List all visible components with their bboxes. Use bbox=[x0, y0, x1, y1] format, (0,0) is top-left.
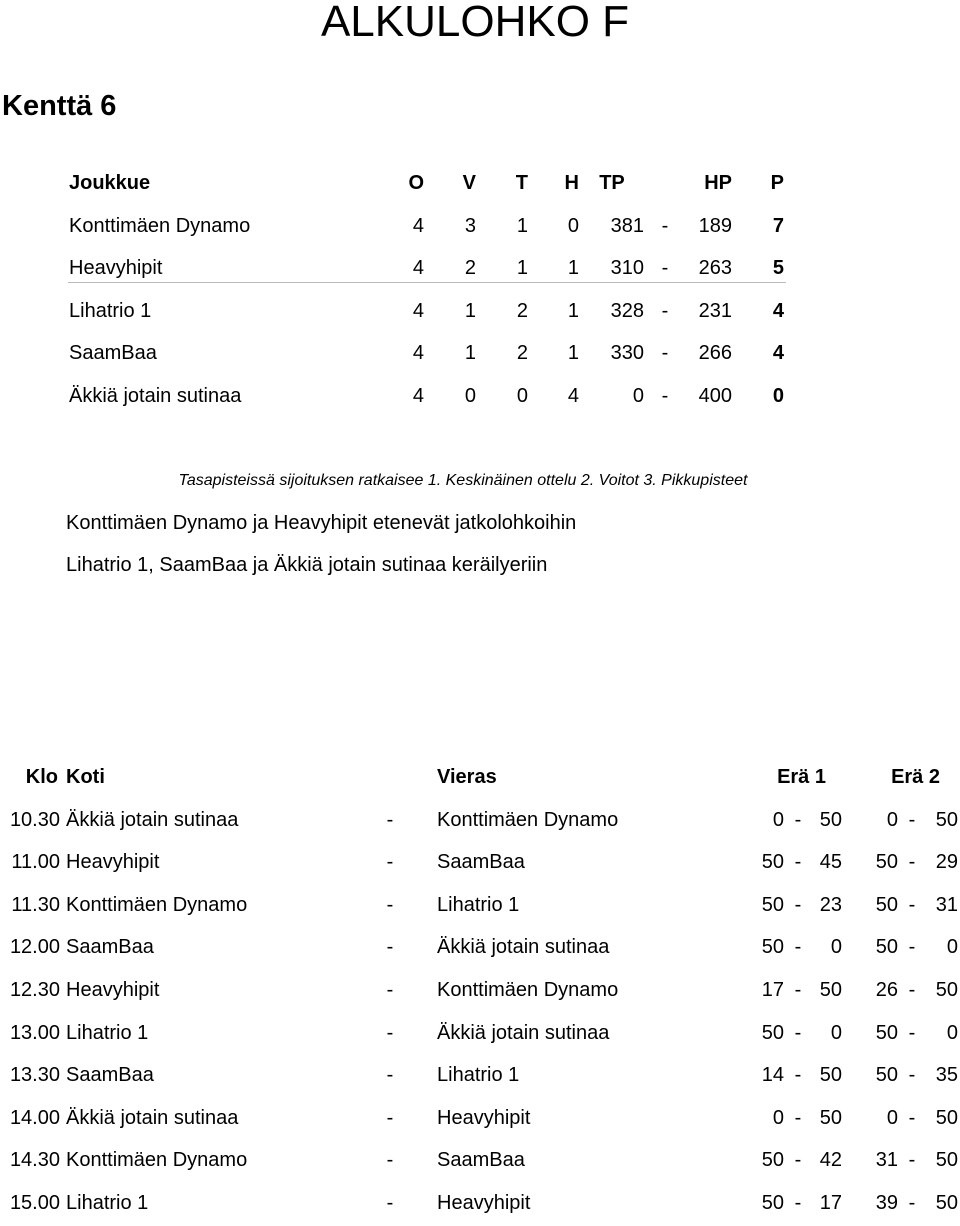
standings-cell-v: 1 bbox=[464, 342, 476, 364]
game-cell-s2h: 50 bbox=[875, 851, 898, 874]
games-header-row bbox=[0, 766, 960, 800]
game-cell-s2a: 29 bbox=[935, 851, 958, 874]
game-cell-s1h: 0 bbox=[772, 808, 784, 831]
game-cell-home: Konttimäen Dynamo bbox=[66, 893, 248, 916]
game-row bbox=[0, 1107, 960, 1141]
standings-header-team: Joukkue bbox=[69, 172, 151, 194]
game-row bbox=[0, 1064, 960, 1098]
game-cell-dash: - bbox=[386, 979, 394, 1001]
game-cell-s2d: - bbox=[908, 979, 916, 1001]
games-header-klo: Klo bbox=[25, 766, 58, 788]
game-cell-dash: - bbox=[386, 1106, 394, 1129]
games-header-set1: Erä 1 bbox=[777, 766, 826, 788]
game-cell-s2h: 50 bbox=[875, 1021, 898, 1044]
game-cell-s2h: 39 bbox=[875, 1192, 898, 1214]
game-cell-s1d: - bbox=[794, 1021, 802, 1044]
standings-cell-sep: - bbox=[661, 299, 669, 322]
standings-cell-v: 3 bbox=[464, 214, 476, 237]
game-cell-s1h: 50 bbox=[761, 936, 784, 959]
standings-cell-o: 4 bbox=[412, 342, 424, 364]
game-cell-s2h: 31 bbox=[875, 1149, 898, 1172]
standings-cell-team: Lihatrio 1 bbox=[69, 299, 152, 322]
game-cell-home: Heavyhipit bbox=[66, 979, 160, 1001]
game-cell-s1a: 42 bbox=[819, 1149, 842, 1172]
standings-cell-o: 4 bbox=[412, 214, 424, 237]
game-cell-s2d: - bbox=[908, 936, 916, 959]
game-cell-s1h: 50 bbox=[761, 1192, 784, 1214]
standings-cell-v: 2 bbox=[464, 257, 476, 279]
game-cell-s2h: 50 bbox=[875, 1064, 898, 1087]
game-cell-s2a: 35 bbox=[935, 1064, 958, 1087]
page-title: ALKULOHKO F bbox=[320, 0, 630, 46]
game-cell-s2d: - bbox=[908, 1021, 916, 1044]
standings-cell-tp: 328 bbox=[610, 299, 644, 322]
game-cell-s2d: - bbox=[908, 1064, 916, 1087]
game-cell-away: Heavyhipit bbox=[437, 1106, 531, 1129]
standings-cell-p: 4 bbox=[772, 342, 784, 364]
advance-note: Konttimäen Dynamo ja Heavyhipit etenevät jatkolohkoihin bbox=[66, 512, 577, 534]
game-cell-dash: - bbox=[386, 1149, 394, 1172]
game-cell-s2d: - bbox=[908, 1192, 916, 1214]
game-cell-home: SaamBaa bbox=[66, 1064, 154, 1087]
game-row bbox=[0, 936, 960, 970]
game-row bbox=[0, 1022, 960, 1056]
standings-cell-p: 4 bbox=[772, 299, 784, 322]
game-cell-s2a: 50 bbox=[935, 1192, 958, 1214]
standings-cell-t: 1 bbox=[516, 257, 528, 279]
game-cell-home: Äkkiä jotain sutinaa bbox=[66, 808, 239, 831]
game-cell-s2d: - bbox=[908, 893, 916, 916]
game-cell-home: Konttimäen Dynamo bbox=[66, 1149, 248, 1172]
game-cell-s2a: 50 bbox=[935, 808, 958, 831]
standings-row bbox=[0, 215, 960, 249]
game-cell-s2d: - bbox=[908, 1149, 916, 1172]
standings-cell-p: 7 bbox=[772, 214, 784, 237]
game-cell-time: 12.00 bbox=[9, 936, 60, 959]
game-cell-s1h: 14 bbox=[761, 1064, 784, 1087]
field-subtitle: Kenttä 6 bbox=[2, 90, 117, 122]
standings-cell-tp: 330 bbox=[610, 342, 644, 364]
standings-cell-hp: 400 bbox=[698, 384, 732, 407]
games-header-set2: Erä 2 bbox=[891, 766, 940, 788]
game-cell-s2d: - bbox=[908, 808, 916, 831]
game-cell-s2a: 31 bbox=[935, 893, 958, 916]
game-cell-s2a: 0 bbox=[946, 936, 958, 959]
game-cell-s2h: 0 bbox=[886, 808, 898, 831]
standings-row bbox=[0, 385, 960, 419]
game-cell-s1a: 0 bbox=[830, 936, 842, 959]
game-cell-time: 14.00 bbox=[9, 1106, 60, 1129]
game-cell-s2h: 0 bbox=[886, 1106, 898, 1129]
game-cell-s1h: 50 bbox=[761, 1021, 784, 1044]
game-cell-s1d: - bbox=[794, 979, 802, 1001]
standings-cell-team: Äkkiä jotain sutinaa bbox=[69, 384, 242, 407]
game-row bbox=[0, 809, 960, 843]
standings-header-row bbox=[0, 172, 960, 206]
standings-cell-o: 4 bbox=[412, 257, 424, 279]
standings-cell-p: 0 bbox=[772, 384, 784, 407]
game-cell-home: SaamBaa bbox=[66, 936, 154, 959]
standings-cell-sep: - bbox=[661, 342, 669, 364]
game-cell-away: SaamBaa bbox=[437, 1149, 525, 1172]
game-cell-s1h: 0 bbox=[772, 1106, 784, 1129]
game-cell-s1a: 0 bbox=[830, 1021, 842, 1044]
standings-cell-hp: 231 bbox=[698, 299, 732, 322]
game-cell-s2h: 50 bbox=[875, 936, 898, 959]
game-cell-s1d: - bbox=[794, 1064, 802, 1087]
game-cell-dash: - bbox=[386, 1021, 394, 1044]
game-cell-dash: - bbox=[386, 1192, 394, 1214]
game-cell-s1a: 23 bbox=[819, 893, 842, 916]
standings-header-tp: TP bbox=[599, 172, 625, 194]
games-header-home: Koti bbox=[66, 766, 105, 788]
standings-cell-o: 4 bbox=[412, 384, 424, 407]
game-cell-dash: - bbox=[386, 1064, 394, 1087]
standings-cell-team: Konttimäen Dynamo bbox=[69, 214, 251, 237]
game-cell-s2d: - bbox=[908, 851, 916, 874]
game-cell-s1a: 50 bbox=[819, 1106, 842, 1129]
game-cell-home: Lihatrio 1 bbox=[66, 1192, 149, 1214]
game-cell-away: Konttimäen Dynamo bbox=[437, 979, 619, 1001]
game-cell-s1a: 50 bbox=[819, 808, 842, 831]
standings-cell-t: 0 bbox=[516, 384, 528, 407]
game-cell-s2a: 50 bbox=[935, 1149, 958, 1172]
game-cell-time: 12.30 bbox=[9, 979, 60, 1001]
game-row bbox=[0, 1149, 960, 1183]
game-cell-s1a: 17 bbox=[819, 1192, 842, 1214]
game-cell-away: Lihatrio 1 bbox=[437, 1064, 520, 1087]
standings-cell-h: 0 bbox=[567, 214, 579, 237]
standings-cell-team: SaamBaa bbox=[69, 342, 157, 364]
standings-cell-h: 4 bbox=[567, 384, 579, 407]
game-cell-s1h: 17 bbox=[761, 979, 784, 1001]
game-cell-s1d: - bbox=[794, 1149, 802, 1172]
game-cell-away: Lihatrio 1 bbox=[437, 893, 520, 916]
standings-cell-t: 2 bbox=[516, 299, 528, 322]
game-cell-time: 13.30 bbox=[9, 1064, 60, 1087]
game-cell-time: 11.30 bbox=[11, 893, 60, 916]
standings-cell-t: 2 bbox=[516, 342, 528, 364]
standings-header-t: T bbox=[515, 172, 528, 194]
game-cell-s1d: - bbox=[794, 851, 802, 874]
game-cell-s2a: 50 bbox=[935, 979, 958, 1001]
standings-header-p: P bbox=[770, 172, 784, 194]
standings-row bbox=[0, 257, 960, 291]
game-cell-s2h: 26 bbox=[875, 979, 898, 1001]
game-cell-s1h: 50 bbox=[761, 1149, 784, 1172]
game-cell-home: Äkkiä jotain sutinaa bbox=[66, 1106, 239, 1129]
game-cell-time: 13.00 bbox=[9, 1021, 60, 1044]
game-cell-s1a: 45 bbox=[819, 851, 842, 874]
game-cell-away: Äkkiä jotain sutinaa bbox=[437, 1021, 610, 1044]
game-cell-away: Äkkiä jotain sutinaa bbox=[437, 936, 610, 959]
consolation-note: Lihatrio 1, SaamBaa ja Äkkiä jotain sutinaa keräilyeriin bbox=[66, 554, 548, 576]
standings-cell-h: 1 bbox=[567, 257, 579, 279]
standings-cell-h: 1 bbox=[567, 342, 579, 364]
standings-cell-sep: - bbox=[661, 257, 669, 279]
standings-row bbox=[0, 342, 960, 376]
game-cell-dash: - bbox=[386, 808, 394, 831]
tiebreak-note: Tasapisteissä sijoituksen ratkaisee 1. Keskinäinen ottelu 2. Voitot 3. Pikkupisteet bbox=[178, 472, 748, 489]
game-cell-s2h: 50 bbox=[875, 893, 898, 916]
game-cell-dash: - bbox=[386, 851, 394, 874]
game-cell-s1a: 50 bbox=[819, 979, 842, 1001]
game-cell-away: Konttimäen Dynamo bbox=[437, 808, 619, 831]
game-cell-away: SaamBaa bbox=[437, 851, 525, 874]
standings-cell-tp: 0 bbox=[632, 384, 644, 407]
standings-cell-tp: 381 bbox=[610, 214, 644, 237]
standings-cell-hp: 263 bbox=[698, 257, 732, 279]
game-cell-s1d: - bbox=[794, 936, 802, 959]
standings-cell-o: 4 bbox=[412, 299, 424, 322]
standings-cell-sep: - bbox=[661, 384, 669, 407]
standings-row bbox=[0, 300, 960, 334]
games-header-away: Vieras bbox=[437, 766, 497, 788]
game-row bbox=[0, 1192, 960, 1226]
standings-table bbox=[0, 0, 960, 420]
standings-cell-hp: 189 bbox=[698, 214, 732, 237]
game-cell-s2a: 50 bbox=[935, 1106, 958, 1129]
standings-cell-t: 1 bbox=[516, 214, 528, 237]
game-cell-time: 10.30 bbox=[9, 808, 60, 831]
game-cell-time: 14.30 bbox=[9, 1149, 60, 1172]
standings-cell-p: 5 bbox=[772, 257, 784, 279]
standings-cell-sep: - bbox=[661, 214, 669, 237]
game-cell-time: 15.00 bbox=[9, 1192, 60, 1214]
game-row bbox=[0, 979, 960, 1013]
game-cell-s2d: - bbox=[908, 1106, 916, 1129]
game-cell-s1h: 50 bbox=[761, 893, 784, 916]
standings-cell-tp: 310 bbox=[610, 257, 644, 279]
standings-header-v: V bbox=[462, 172, 476, 194]
game-cell-s1d: - bbox=[794, 808, 802, 831]
game-cell-dash: - bbox=[386, 893, 394, 916]
game-cell-home: Heavyhipit bbox=[66, 851, 160, 874]
game-row bbox=[0, 894, 960, 928]
game-cell-s1d: - bbox=[794, 893, 802, 916]
game-row bbox=[0, 851, 960, 885]
standings-cell-team: Heavyhipit bbox=[69, 257, 163, 279]
game-cell-s2a: 0 bbox=[946, 1021, 958, 1044]
game-cell-s1h: 50 bbox=[761, 851, 784, 874]
game-cell-home: Lihatrio 1 bbox=[66, 1021, 149, 1044]
standings-header-h: H bbox=[564, 172, 579, 194]
standings-cell-v: 0 bbox=[464, 384, 476, 407]
standings-header-o: O bbox=[408, 172, 424, 194]
game-cell-s1d: - bbox=[794, 1106, 802, 1129]
standings-divider bbox=[68, 282, 786, 283]
standings-cell-hp: 266 bbox=[698, 342, 732, 364]
game-cell-dash: - bbox=[386, 936, 394, 959]
game-cell-away: Heavyhipit bbox=[437, 1192, 531, 1214]
standings-header-hp: HP bbox=[704, 172, 732, 194]
standings-cell-h: 1 bbox=[567, 299, 579, 322]
game-cell-time: 11.00 bbox=[11, 851, 60, 874]
game-cell-s1d: - bbox=[794, 1192, 802, 1214]
game-cell-s1a: 50 bbox=[819, 1064, 842, 1087]
standings-cell-v: 1 bbox=[464, 299, 476, 322]
